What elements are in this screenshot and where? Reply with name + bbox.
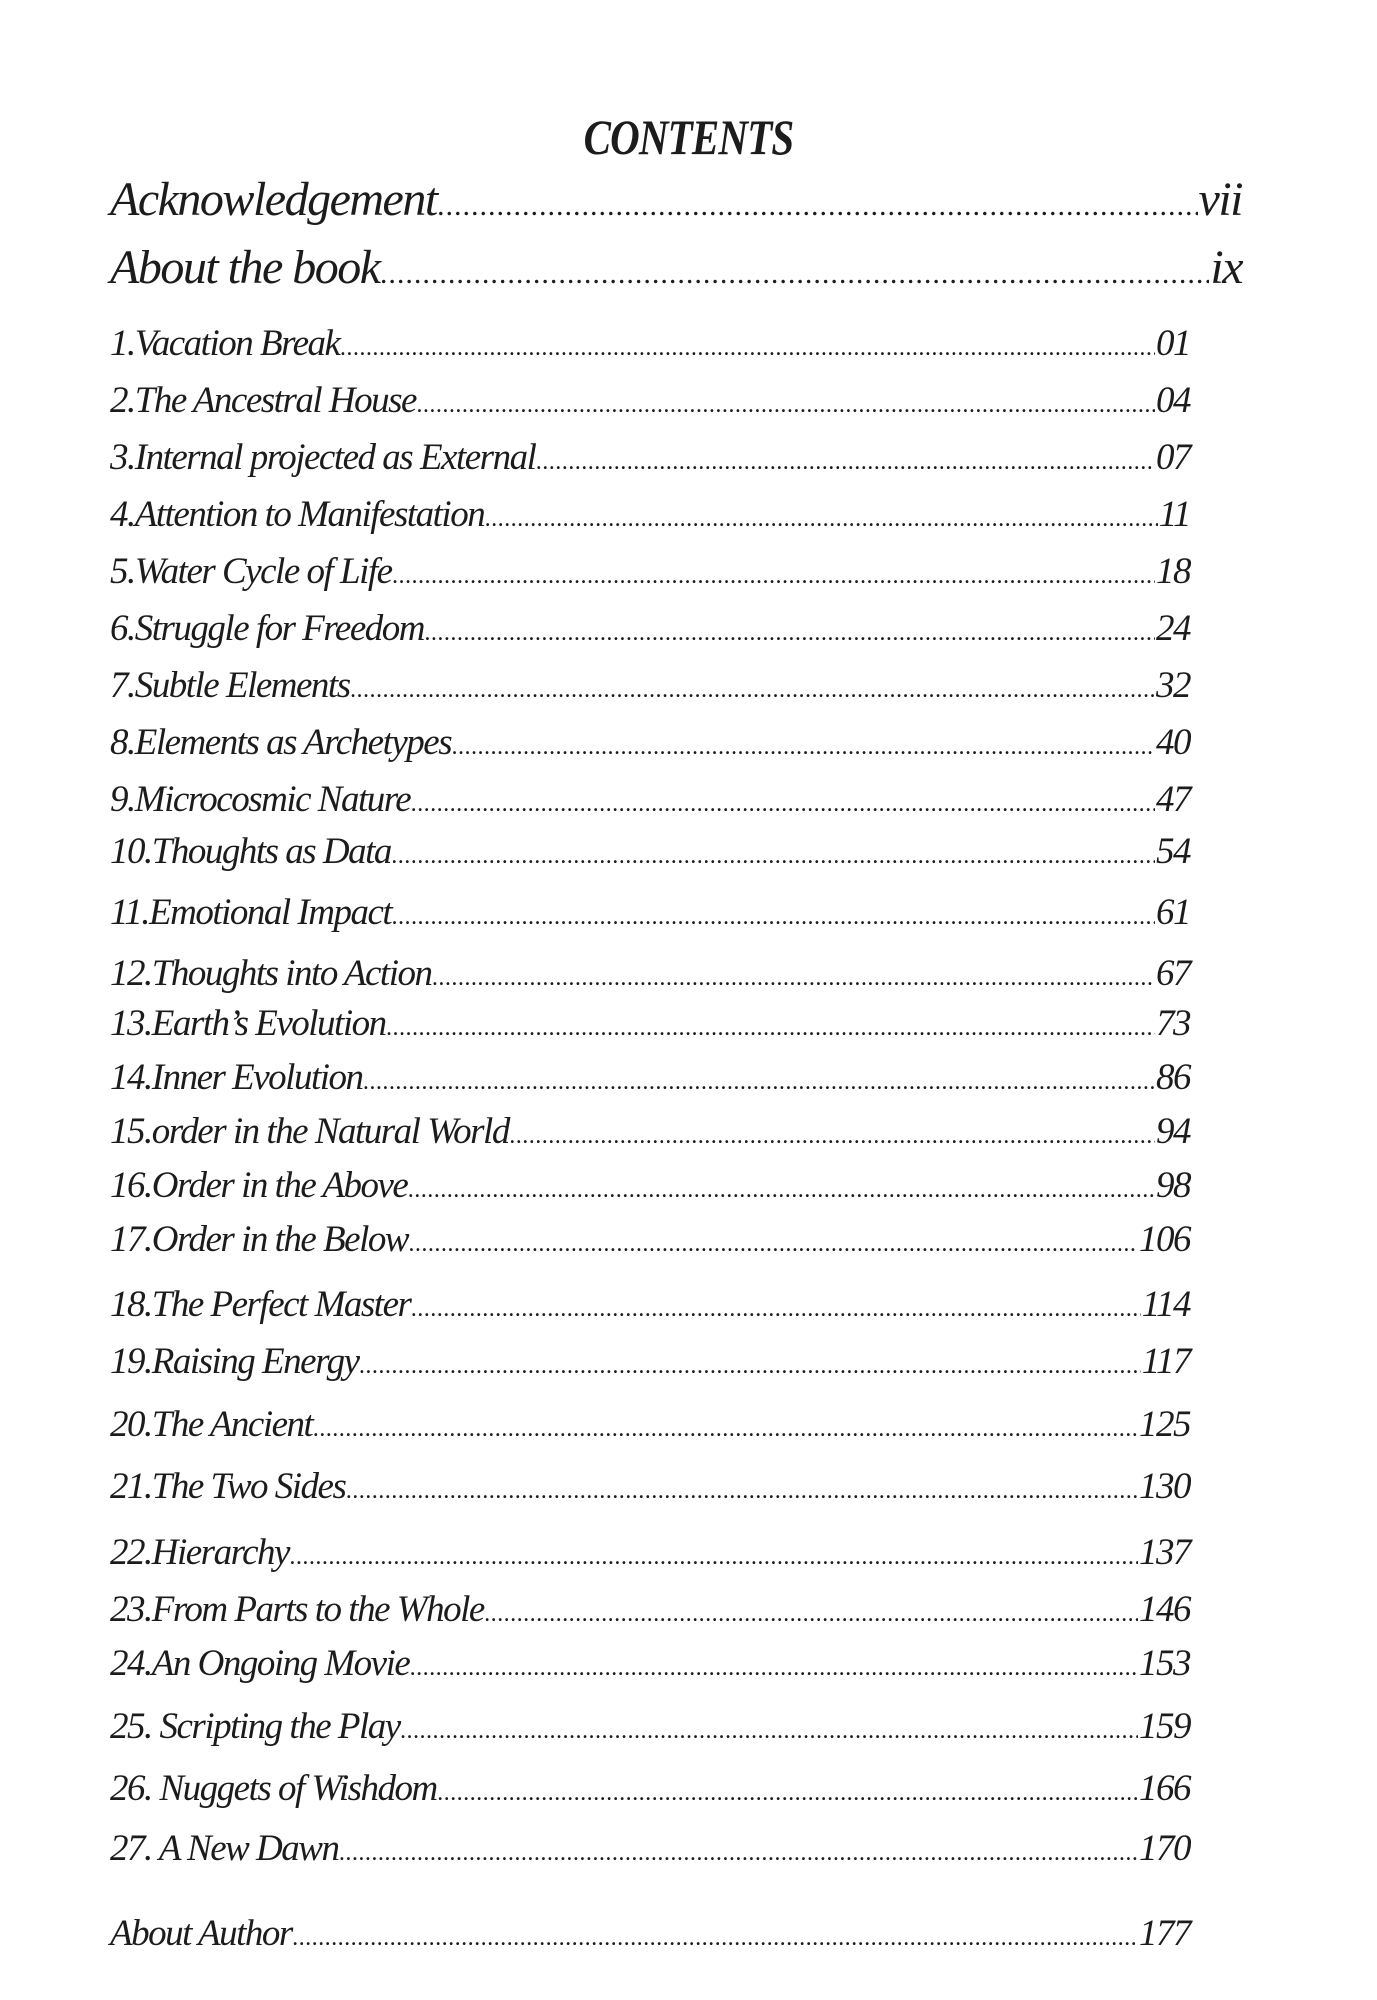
- toc-entry-page: 07: [1156, 437, 1190, 478]
- toc-entry-label: 15.order in the Natural World: [110, 1111, 509, 1152]
- toc-entry-chapter-17[interactable]: [110, 1218, 1190, 1261]
- page-title: CONTENTS: [583, 109, 794, 165]
- toc-entry-page: 04: [1156, 380, 1190, 421]
- toc-entry-label: 27. A New Dawn: [110, 1828, 339, 1869]
- toc-entry-label: 17.Order in the Below: [110, 1219, 409, 1260]
- toc-entry-chapter-19[interactable]: [110, 1340, 1190, 1383]
- leader-dots: [485, 1601, 1138, 1628]
- leader-dots: [410, 1655, 1138, 1682]
- toc-entry-label: About Author: [110, 1913, 292, 1954]
- toc-entry-page: 11: [1158, 494, 1190, 535]
- toc-entry-about-author[interactable]: [110, 1912, 1190, 1955]
- toc-entry-chapter-21[interactable]: [110, 1465, 1190, 1508]
- toc-entry-page: 18: [1156, 551, 1190, 592]
- toc-entry-label: About the book: [110, 241, 380, 294]
- toc-entry-page: 98: [1156, 1165, 1190, 1206]
- toc-entry-label: 11.Emotional Impact: [110, 892, 392, 933]
- toc-entry-page: 40: [1156, 722, 1190, 763]
- leader-dots: [432, 965, 1155, 992]
- toc-entry-page: 24: [1156, 608, 1190, 649]
- toc-entry-label: 25. Scripting the Play: [110, 1706, 400, 1747]
- toc-entry-chapter-27[interactable]: [110, 1827, 1190, 1870]
- toc-entry-page: 54: [1156, 831, 1190, 872]
- toc-entry-chapter-10[interactable]: [110, 830, 1190, 873]
- toc-entry-label: 18.The Perfect Master: [110, 1284, 411, 1325]
- toc-entry-label: 3.Internal projected as External: [110, 437, 536, 478]
- toc-entry-chapter-12[interactable]: [110, 952, 1190, 995]
- leader-dots: [364, 1069, 1155, 1096]
- leader-dots: [392, 843, 1155, 870]
- leader-dots: [536, 449, 1155, 476]
- toc-entry-chapter-7[interactable]: [110, 664, 1190, 707]
- toc-entry-chapter-9[interactable]: [110, 778, 1190, 821]
- toc-entry-label: 6.Struggle for Freedom: [110, 608, 425, 649]
- toc-entry-chapter-2[interactable]: [110, 379, 1190, 422]
- leader-dots: [387, 1015, 1155, 1042]
- toc-entry-acknowledgement[interactable]: [110, 172, 1242, 227]
- toc-entry-page: 137: [1139, 1532, 1190, 1573]
- toc-entry-label: 4.Attention to Manifestation: [110, 494, 485, 535]
- toc-entry-label: 10.Thoughts as Data: [110, 831, 391, 872]
- toc-entry-page: 125: [1139, 1404, 1190, 1445]
- toc-entry-page: 146: [1139, 1589, 1190, 1630]
- toc-entry-chapter-1[interactable]: [110, 322, 1190, 365]
- toc-entry-chapter-22[interactable]: [110, 1531, 1190, 1574]
- leader-dots: [293, 1925, 1138, 1952]
- toc-entry-page: 106: [1139, 1219, 1190, 1260]
- toc-entry-page: 86: [1156, 1057, 1190, 1098]
- leader-dots: [409, 1231, 1138, 1258]
- toc-entry-label: 7.Subtle Elements: [110, 665, 350, 706]
- toc-entry-page: vii: [1198, 173, 1242, 226]
- toc-entry-label: 9.Microcosmic Nature: [110, 779, 411, 820]
- toc-entry-label: 5.Water Cycle of Life: [110, 551, 392, 592]
- toc-entry-page: 01: [1156, 323, 1190, 364]
- leader-dots: [346, 1478, 1138, 1505]
- toc-entry-label: 19.Raising Energy: [110, 1341, 359, 1382]
- leader-dots: [417, 392, 1155, 419]
- leader-dots: [290, 1544, 1138, 1571]
- toc-entry-page: 94: [1156, 1111, 1190, 1152]
- toc-entry-page: 177: [1139, 1913, 1190, 1954]
- toc-entry-label: 20.The Ancient: [110, 1404, 313, 1445]
- toc-entry-label: 23.From Parts to the Whole: [110, 1589, 484, 1630]
- toc-entry-page: 61: [1156, 892, 1190, 933]
- toc-entry-chapter-16[interactable]: [110, 1164, 1190, 1207]
- toc-entry-chapter-8[interactable]: [110, 721, 1190, 764]
- toc-entry-chapter-24[interactable]: [110, 1642, 1190, 1685]
- toc-entry-chapter-25[interactable]: [110, 1705, 1190, 1748]
- leader-dots: [438, 189, 1198, 223]
- toc-entry-label: 26. Nuggets of Wishdom: [110, 1768, 437, 1809]
- leader-dots: [393, 563, 1155, 590]
- leader-dots: [339, 1840, 1138, 1867]
- toc-entry-page: 47: [1156, 779, 1190, 820]
- toc-entry-page: 117: [1141, 1341, 1190, 1382]
- leader-dots: [351, 677, 1155, 704]
- toc-entry-page: 130: [1139, 1466, 1190, 1507]
- toc-entry-chapter-20[interactable]: [110, 1403, 1190, 1446]
- toc-entry-page: 159: [1139, 1706, 1190, 1747]
- toc-entry-chapter-5[interactable]: [110, 550, 1190, 593]
- toc-entry-label: 2.The Ancestral House: [110, 380, 416, 421]
- toc-entry-chapter-15[interactable]: [110, 1110, 1190, 1153]
- leader-dots: [360, 1353, 1141, 1380]
- toc-entry-label: 16.Order in the Above: [110, 1165, 408, 1206]
- toc-entry-chapter-6[interactable]: [110, 607, 1190, 650]
- toc-entry-chapter-14[interactable]: [110, 1056, 1190, 1099]
- toc-entry-label: 13.Earth’s Evolution: [110, 1003, 386, 1044]
- toc-entry-chapter-11[interactable]: [110, 891, 1190, 934]
- toc-entry-page: 166: [1139, 1768, 1190, 1809]
- toc-entry-label: 1.Vacation Break: [110, 323, 340, 364]
- leader-dots: [392, 904, 1155, 931]
- leader-dots: [425, 620, 1155, 647]
- toc-entry-label: Acknowledgement: [110, 173, 437, 226]
- toc-entry-chapter-4[interactable]: [110, 493, 1190, 536]
- toc-entry-about-the-book[interactable]: [110, 240, 1242, 295]
- leader-dots: [452, 734, 1155, 761]
- toc-entry-chapter-23[interactable]: [110, 1588, 1190, 1631]
- leader-dots: [485, 506, 1158, 533]
- leader-dots: [313, 1416, 1138, 1443]
- leader-dots: [510, 1123, 1155, 1150]
- toc-entry-label: 12.Thoughts into Action: [110, 953, 432, 994]
- leader-dots: [401, 1718, 1138, 1745]
- toc-entry-chapter-3[interactable]: [110, 436, 1190, 479]
- toc-entry-page: 114: [1141, 1284, 1190, 1325]
- toc-entry-page: 170: [1139, 1828, 1190, 1869]
- toc-entry-chapter-26[interactable]: [110, 1767, 1190, 1810]
- toc-entry-page: 73: [1156, 1003, 1190, 1044]
- leader-dots: [381, 257, 1210, 291]
- toc-entry-label: 22.Hierarchy: [110, 1532, 289, 1573]
- toc-entry-page: 153: [1139, 1643, 1190, 1684]
- leader-dots: [408, 1177, 1155, 1204]
- leader-dots: [438, 1780, 1138, 1807]
- toc-entry-page: 32: [1156, 665, 1190, 706]
- toc-entry-chapter-18[interactable]: [110, 1283, 1190, 1326]
- toc-entry-label: 14.Inner Evolution: [110, 1057, 363, 1098]
- toc-entry-label: 24.An Ongoing Movie: [110, 1643, 410, 1684]
- leader-dots: [411, 791, 1155, 818]
- toc-entry-chapter-13[interactable]: [110, 1002, 1190, 1045]
- leader-dots: [411, 1296, 1140, 1323]
- leader-dots: [340, 335, 1155, 362]
- toc-entry-page: ix: [1210, 241, 1242, 294]
- toc-entry-label: 8.Elements as Archetypes: [110, 722, 452, 763]
- toc-entry-label: 21.The Two Sides: [110, 1466, 346, 1507]
- toc-entry-page: 67: [1156, 953, 1190, 994]
